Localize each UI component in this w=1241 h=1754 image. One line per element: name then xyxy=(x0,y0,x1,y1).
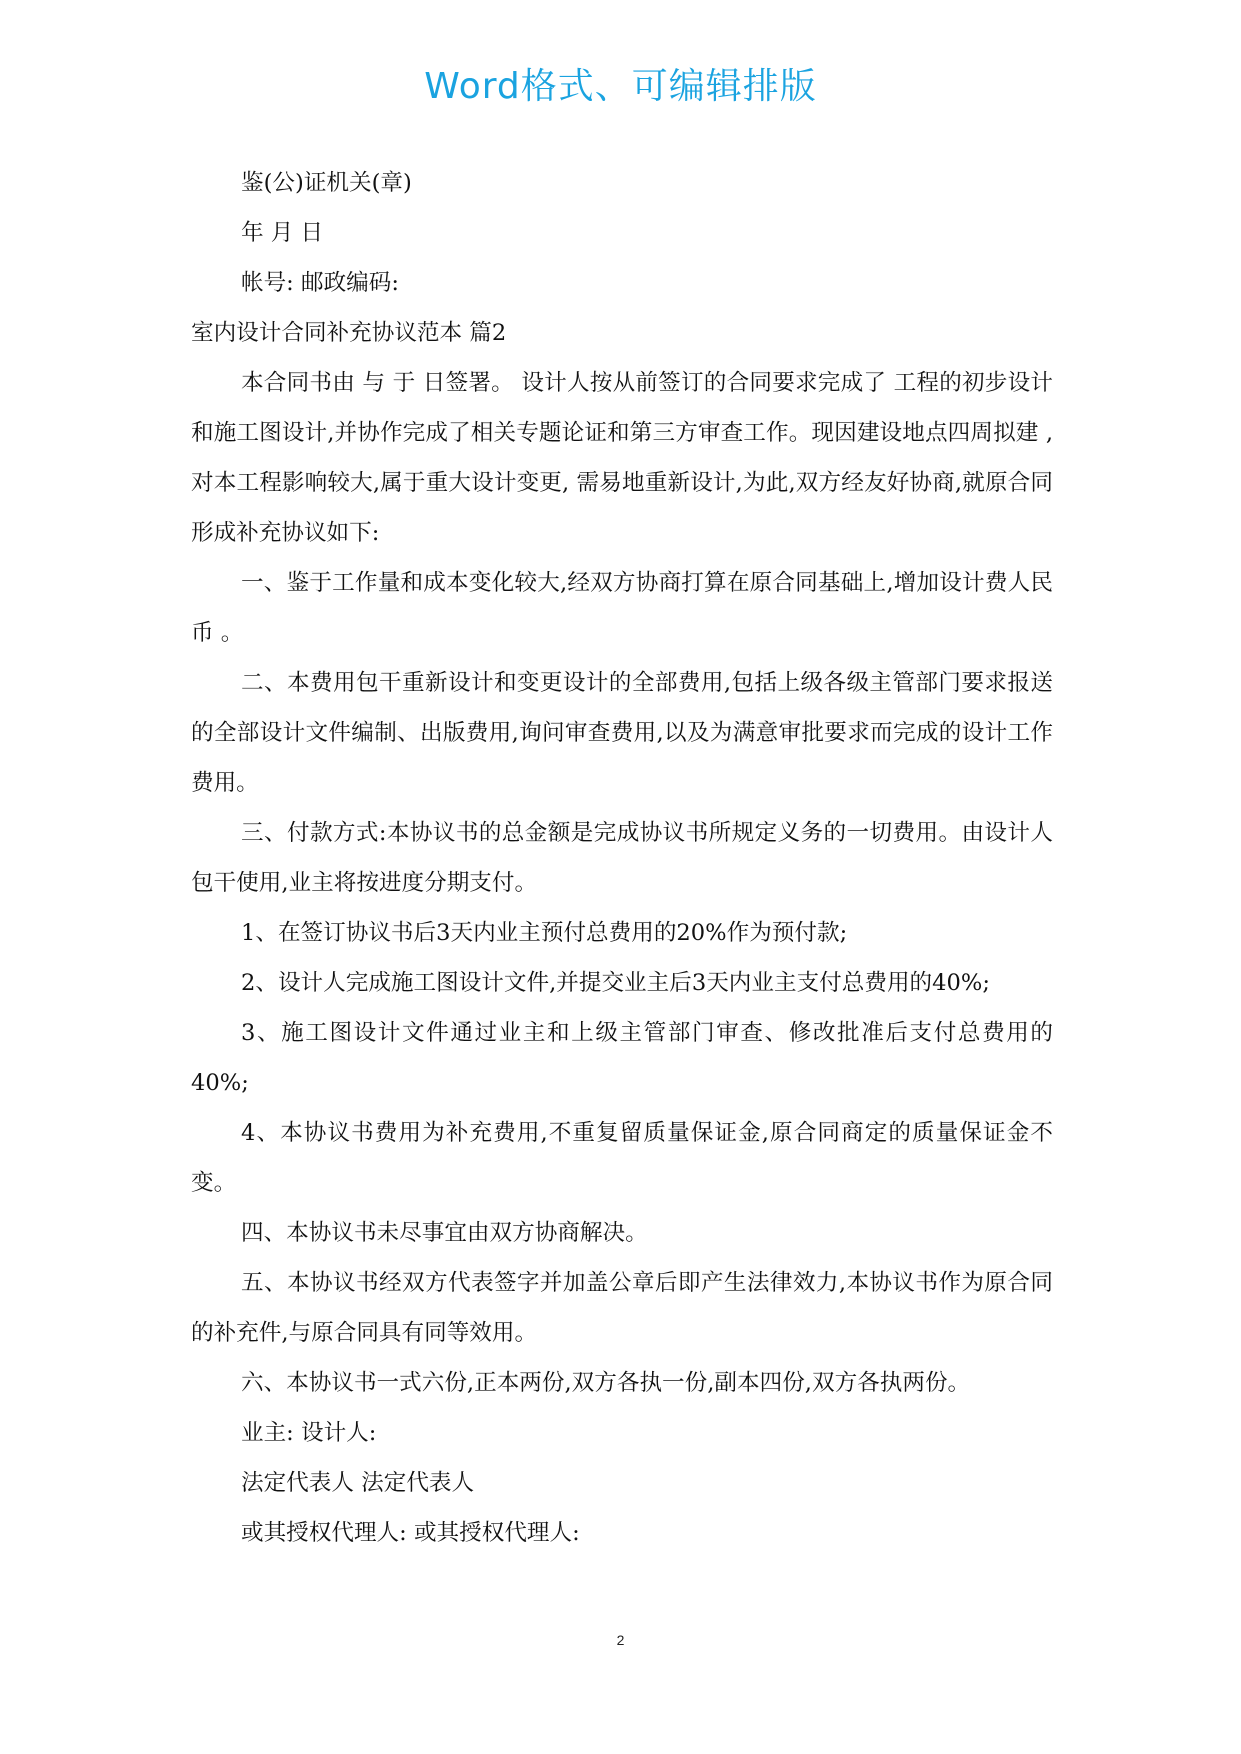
seal-line: 鉴(公)证机关(章) xyxy=(241,170,412,196)
date-line: 年 月 日 xyxy=(241,220,324,246)
signature-parties-line: 业主: 设计人: xyxy=(241,1420,377,1446)
paragraph-clause-3: 三、付款方式:本协议书的总金额是完成协议书所规定义务的一切费用。由设计人包干使用,业主将按进度分期支付。 xyxy=(191,820,1053,896)
paragraph-clause-1: 一、鉴于工作量和成本变化较大,经双方协商打算在原合同基础上,增加设计费人民币 。 xyxy=(191,570,1053,646)
page-number: 2 xyxy=(616,1632,625,1648)
signature-representative-line: 法定代表人 法定代表人 xyxy=(241,1470,475,1496)
paragraph-clause-6: 六、本协议书一式六份,正本两份,双方各执一份,副本四份,双方各执两份。 xyxy=(241,1370,971,1396)
paragraph-payment-3: 3、施工图设计文件通过业主和上级主管部门审查、修改批准后支付总费用的40%; xyxy=(191,1020,1053,1096)
account-postcode-line: 帐号: 邮政编码: xyxy=(241,270,399,296)
paragraph-payment-4: 4、本协议书费用为补充费用,不重复留质量保证金,原合同商定的质量保证金不变。 xyxy=(191,1120,1053,1196)
document-body xyxy=(191,158,1053,1558)
document-header-title: Word格式、可编辑排版 xyxy=(424,66,817,107)
paragraph-clause-4: 四、本协议书未尽事宜由双方协商解决。 xyxy=(241,1220,648,1246)
paragraph-clause-5: 五、本协议书经双方代表签字并加盖公章后即产生法律效力,本协议书作为原合同的补充件,与原合同具有同等效用。 xyxy=(191,1270,1053,1346)
paragraph-payment-2: 2、设计人完成施工图设计文件,并提交业主后3天内业主支付总费用的40%; xyxy=(241,970,990,996)
signature-agent-line: 或其授权代理人: 或其授权代理人: xyxy=(241,1520,580,1546)
paragraph-payment-1: 1、在签订协议书后3天内业主预付总费用的20%作为预付款; xyxy=(241,920,848,946)
paragraph-clause-2: 二、本费用包干重新设计和变更设计的全部费用,包括上级各级主管部门要求报送的全部设计文件编制、出版费用,询问审查费用,以及为满意审批要求而完成的设计工作费用。 xyxy=(191,670,1053,796)
section-title: 室内设计合同补充协议范本 篇2 xyxy=(191,320,507,346)
paragraph-intro: 本合同书由 与 于 日签署。 设计人按从前签订的合同要求完成了 工程的初步设计和施工图设计,并协作完成了相关专题论证和第三方审查工作。现因建设地点四周拟建 ,对本工程影响较大,属于重大设计变更, 需易地重新设计,为此,双方经友好协商,就原合同形成补充协议如下: xyxy=(191,370,1053,546)
